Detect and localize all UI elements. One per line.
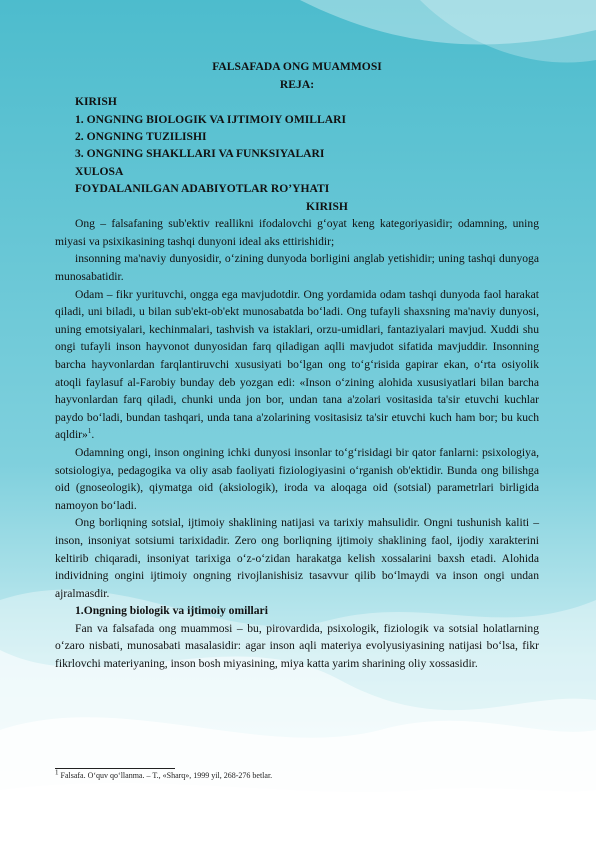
plan-item: KIRISH	[75, 95, 117, 109]
footnote-text: Falsafa. O‘quv qo‘llanma. – T., «Sharq», 1999 yil, 268-276 betlar.	[58, 771, 273, 780]
paragraph: Odamning ongi, inson ongining ichki dunyosi insonlar to‘g‘risidagi bir qator fanlarni: psixologiya, sotsiologiya, pedagogika va oliy asab faoliyati fiziologiyasini o‘rganish ob'ektidir. Bunda ong bilishga oid (gnoseologik), qiymatga oid (aksiologik), iroda va aloqaga oid (sotsial) parametrlari birligida namoyon bo‘ladi.	[55, 445, 539, 512]
section-heading: 1.Ongning biologik va ijtimoiy omillari	[75, 604, 268, 618]
document-title: FALSAFADA ONG MUAMMOSI	[212, 60, 382, 73]
paragraph: Ong – falsafaning sub'ektiv reallikni ifodalovchi g‘oyat keng kategoriyasidir; odamning, uning miyasi va psixikasining tashqi dunyoni ideal aks ettirishidir;	[55, 217, 539, 248]
paragraph-end: .	[91, 428, 95, 442]
plan-item: XULOSA	[75, 164, 124, 178]
footnote-mark: 1	[55, 768, 59, 777]
plan-heading: REJA:	[279, 77, 315, 91]
plan-item: 2. ONGNING TUZILISHI	[75, 130, 207, 143]
document-page	[55, 58, 539, 673]
footnote-reference[interactable]: 1	[87, 427, 92, 436]
paragraph	[55, 286, 539, 444]
plan-item: FOYDALANILGAN ADABIYOTLAR RO’YHATI	[75, 182, 330, 196]
paragraph-text: Odam – fikr yurituvchi, ongga ega mavjudotdir. Ong yordamida odam tashqi dunyoda faol harakat qiladi, uni biladi, u bilan sub'ekt-ob'ekt munosabatda bo‘ladi. Ong tufayli shaxsning ma'naviy dunyosi, uning emotsiyalari, kechinmalari, tashvish va istaklari, orzu-umidlari, fantaziyalari mavjud. Xuddi shu ongi tufayli inson hayvonot dunyosidan farq qiladigan aqlli mavjudot sifatida mavjuddir. Insonning barcha hayvonlardan farqlantiruvchi xususiyati bo‘lgan ong to‘g‘risida gapirar ekan, o‘rta osiyolik atoqli faylasuf al-Farobiy bunday deb yozgan edi: «Inson o‘zining alohida xususiyatlari bilan barcha hayvonlardan farq qiladi, chunki unda jon bor, undan tana a'zolari vositasida ta'sir etuvchi kuchlar paydo bo‘ladi, bundan tashqari, unda tana a'zolarining vositasisiz ta'sir etuvchi kuch ham bor; bu kuch aqldir»	[55, 287, 539, 442]
footnote-divider	[55, 768, 175, 769]
plan-list	[55, 93, 539, 197]
plan-item: 1. ONGNING BIOLOGIK VA IJTIMOIY OMILLARI	[75, 112, 346, 126]
paragraph: Fan va falsafada ong muammosi – bu, pirovardida, psixologik, fiziologik va sotsial holatlarning o‘zaro nisbati, munosabati masalasidir: agar inson aqli materiya evolyusiyasining natijasi bo‘lsa, fikr fikrlovchi materiyaning, inson bosh miyasining, miya katta yarim sharining oliy xossasidir.	[55, 621, 539, 671]
paragraph: insonning ma'naviy dunyosidir, o‘zining dunyoda borligini anglab yetishidir; uning tashqi dunyoga munosabatidir.	[55, 252, 539, 283]
paragraph: Ong borliqning sotsial, ijtimoiy shaklining natijasi va tarixiy mahsulidir. Ongni tushunish kaliti – inson, insoniyat sotsiumi tarixidadir. Zero ong borliqning ijtimoiy shaklining faol, ijodiy xarakterini keltirib chiqaradi, insoniyat tarixiga o‘z-o‘zidan harakatga kelish xossalarini baxsh etadi. Alohida individning ongini ijtimoiy ongning rivojlanishisiz tasavvur qilib bo‘lmaydi va inson ongi undan ajralmasdir.	[55, 516, 539, 600]
plan-item: 3. ONGNING SHAKLLARI VA FUNKSIYALARI	[75, 147, 325, 161]
intro-heading: KIRISH	[306, 199, 348, 213]
footnote	[55, 768, 273, 781]
